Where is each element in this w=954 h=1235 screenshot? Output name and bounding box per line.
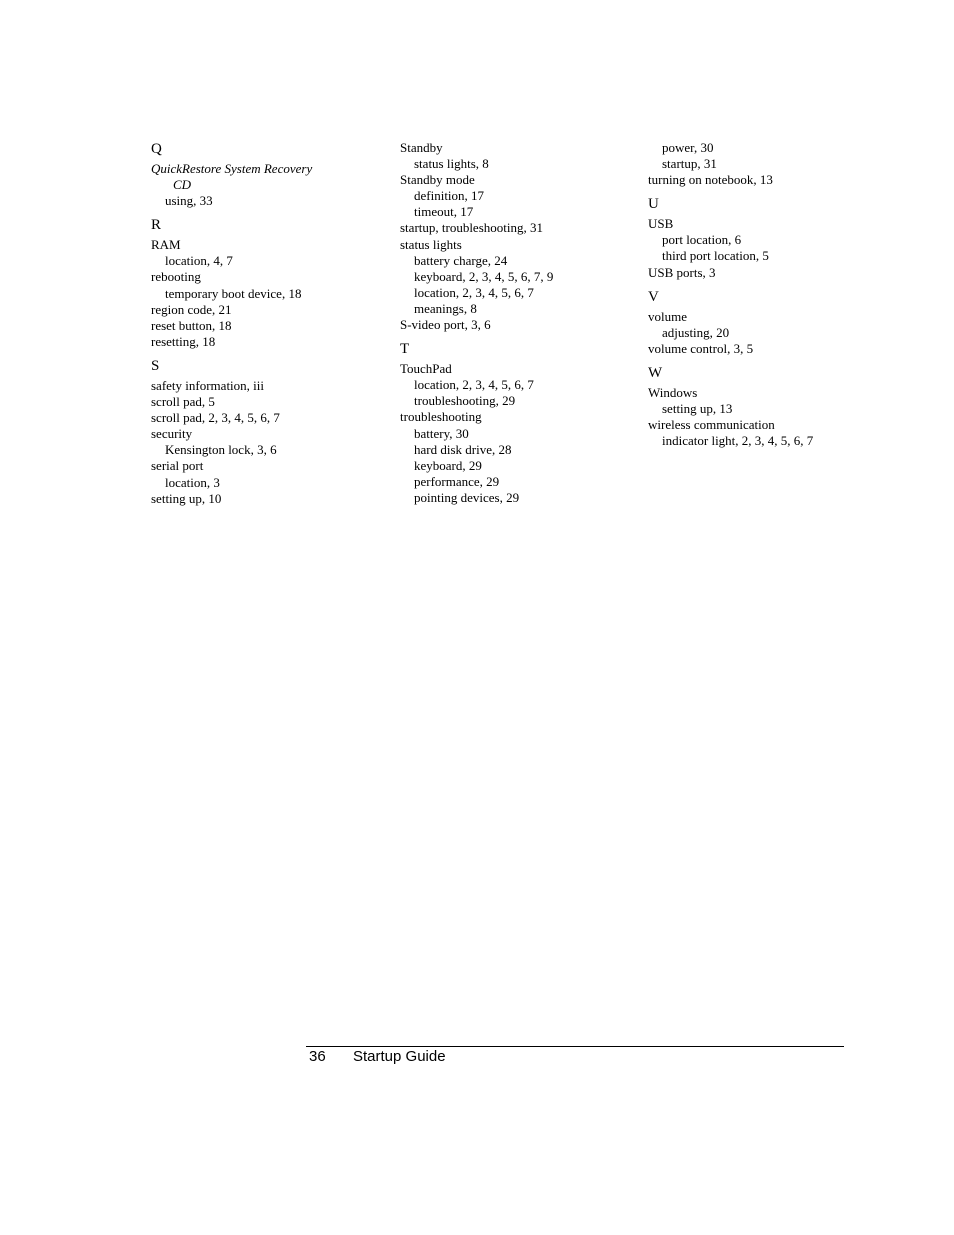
index-letter-heading: W — [648, 364, 663, 381]
index-subentry: performance, 29 — [414, 473, 500, 489]
index-entry: CD — [173, 177, 192, 193]
page-number: 36 — [309, 1048, 326, 1065]
index-subentry: status lights, 8 — [414, 156, 489, 172]
footer-title: Startup Guide — [353, 1048, 446, 1065]
index-entry: volume — [648, 308, 687, 324]
index-subentry: third port location, 5 — [662, 248, 769, 264]
index-entry: status lights — [400, 236, 462, 252]
index-entry: scroll pad, 2, 3, 4, 5, 6, 7 — [151, 410, 280, 426]
index-entry: volume control, 3, 5 — [648, 340, 754, 356]
index-subentry: indicator light, 2, 3, 4, 5, 6, 7 — [662, 433, 814, 449]
index-subentry: keyboard, 29 — [414, 457, 482, 473]
index-entry: QuickRestore System Recovery — [151, 161, 313, 176]
index-entry: resetting, 18 — [151, 333, 216, 349]
index-subentry: hard disk drive, 28 — [414, 441, 512, 457]
index-entry: serial port — [151, 458, 204, 474]
index-subentry: location, 2, 3, 4, 5, 6, 7 — [414, 377, 534, 393]
index-subentry: troubleshooting, 29 — [414, 393, 516, 409]
index-subentry: location, 2, 3, 4, 5, 6, 7 — [414, 284, 534, 300]
index-entry: TouchPad — [400, 361, 452, 377]
footer-rule — [306, 1046, 844, 1047]
index-entry: S-video port, 3, 6 — [400, 317, 491, 333]
index-subentry: definition, 17 — [414, 188, 485, 204]
index-entry: security — [151, 426, 193, 442]
index-entry: troubleshooting — [400, 409, 482, 425]
index-subentry: keyboard, 2, 3, 4, 5, 6, 7, 9 — [414, 268, 554, 284]
index-column-1 — [151, 140, 391, 507]
index-entry: Standby mode — [400, 172, 475, 188]
index-subentry: using, 33 — [165, 193, 213, 209]
index-subentry: timeout, 17 — [414, 204, 474, 220]
index-subentry: setting up, 13 — [662, 401, 733, 417]
index-entry: turning on notebook, 13 — [648, 172, 773, 188]
index-entry: scroll pad, 5 — [151, 394, 215, 410]
index-entry: reset button, 18 — [151, 317, 232, 333]
index-subentry: meanings, 8 — [414, 300, 477, 316]
index-subentry: power, 30 — [662, 140, 714, 155]
index-letter-heading: S — [151, 357, 160, 374]
index-subentry: temporary boot device, 18 — [165, 285, 302, 301]
index-subentry: location, 3 — [165, 474, 220, 490]
index-entry: USB — [648, 216, 674, 232]
index-column-2 — [400, 140, 640, 506]
index-column-3 — [648, 140, 888, 449]
index-subentry: port location, 6 — [662, 232, 742, 248]
index-subentry: battery, 30 — [414, 425, 469, 441]
index-letter-heading: U — [648, 196, 659, 213]
index-subentry: startup, 31 — [662, 156, 717, 172]
index-subentry: adjusting, 20 — [662, 324, 730, 340]
index-subentry: location, 4, 7 — [165, 253, 233, 269]
index-entry: Windows — [648, 384, 698, 400]
index-letter-heading: T — [400, 341, 410, 358]
index-entry: RAM — [151, 237, 181, 253]
index-entry: safety information, iii — [151, 377, 265, 393]
index-entry: region code, 21 — [151, 301, 232, 317]
index-letter-heading: R — [151, 217, 162, 234]
index-entry: USB ports, 3 — [648, 264, 716, 280]
page-footer — [309, 1048, 446, 1066]
index-entry: rebooting — [151, 269, 201, 285]
index-entry: setting up, 10 — [151, 490, 222, 506]
index-letter-heading: V — [648, 288, 659, 305]
index-subentry: Kensington lock, 3, 6 — [165, 442, 277, 458]
index-letter-heading: Q — [151, 141, 162, 157]
index-entry: wireless communication — [648, 417, 775, 433]
index-entry: Standby — [400, 140, 443, 155]
index-entry: startup, troubleshooting, 31 — [400, 220, 543, 236]
index-subentry: pointing devices, 29 — [414, 489, 520, 505]
index-subentry: battery charge, 24 — [414, 252, 508, 268]
